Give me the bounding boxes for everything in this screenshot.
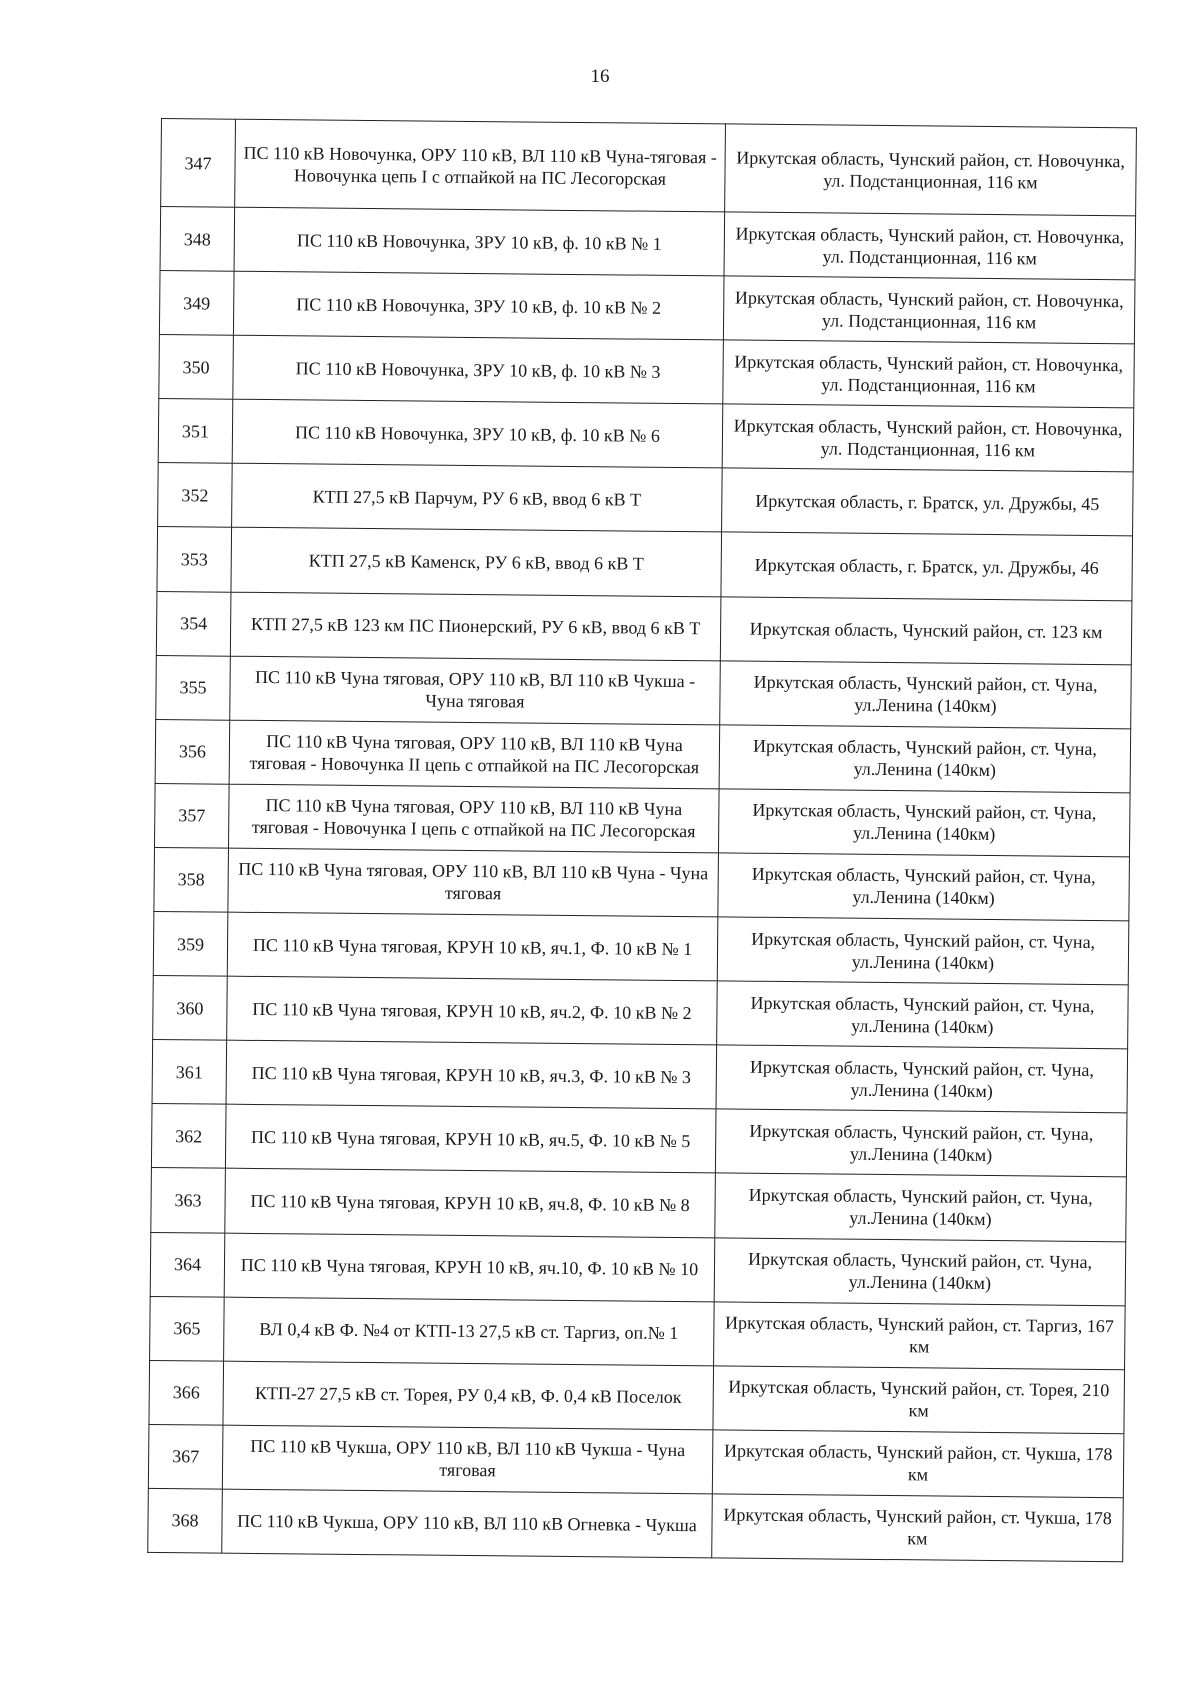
address-cell: Иркутская область, Чунский район, ст. Новочунка, ул. Подстанционная, 116 км — [724, 212, 1136, 280]
address-cell: Иркутская область, г. Братск, ул. Дружбы, 46 — [721, 532, 1133, 600]
row-number-cell: 363 — [151, 1168, 226, 1233]
table-row — [161, 119, 1137, 216]
row-number-cell: 355 — [156, 655, 231, 720]
row-number-cell: 349 — [159, 271, 234, 336]
row-number-cell: 357 — [154, 783, 229, 848]
row-number-cell: 351 — [158, 399, 233, 464]
table-row — [160, 207, 1136, 280]
object-name-cell: ПС 110 кВ Чукша, ОРУ 110 кВ, ВЛ 110 кВ Огневка - Чукша — [222, 1489, 713, 1558]
table-row — [154, 847, 1130, 920]
table-row — [156, 591, 1132, 664]
address-cell: Иркутская область, Чунский район, ст. Чуна, ул.Ленина (140км) — [718, 789, 1130, 857]
page-number: 16 — [590, 66, 610, 87]
registry-table — [147, 118, 1137, 1562]
address-cell: Иркутская область, Чунский район, ст. Таргиз, 167 км — [714, 1301, 1126, 1369]
table-row — [157, 527, 1133, 600]
table-row — [148, 1488, 1124, 1561]
object-name-cell: ПС 110 кВ Новочунка, ЗРУ 10 кВ, ф. 10 кВ № 2 — [233, 271, 724, 340]
object-name-cell: ПС 110 кВ Чуна тяговая, ОРУ 110 кВ, ВЛ 110 кВ Чуна - Чуна тяговая — [228, 848, 719, 917]
registry-table-body — [148, 119, 1137, 1562]
address-cell: Иркутская область, Чунский район, ст. Новочунка, ул. Подстанционная, 116 км — [723, 340, 1135, 408]
address-cell: Иркутская область, Чунский район, ст. Чуна, ул.Ленина (140км) — [715, 1173, 1127, 1241]
table-row — [156, 655, 1132, 728]
table-row — [153, 976, 1129, 1049]
address-cell: Иркутская область, Чунский район, ст. Торея, 210 км — [713, 1366, 1125, 1434]
object-name-cell: ПС 110 кВ Чукша, ОРУ 110 кВ, ВЛ 110 кВ Чукша - Чуна тяговая — [222, 1425, 713, 1494]
row-number-cell: 366 — [149, 1360, 224, 1425]
row-number-cell: 352 — [158, 463, 233, 528]
object-name-cell: КТП-27 27,5 кВ ст. Торея, РУ 0,4 кВ, Ф. 0,4 кВ Поселок — [223, 1361, 714, 1430]
address-cell: Иркутская область, Чунский район, ст. Чукша, 178 км — [712, 1494, 1124, 1562]
table-row — [159, 335, 1135, 408]
row-number-cell: 356 — [155, 719, 230, 784]
table-row — [151, 1104, 1127, 1177]
table-row — [152, 1040, 1128, 1113]
table-row — [148, 1424, 1124, 1497]
address-cell: Иркутская область, Чунский район, ст. Чуна, ул.Ленина (140км) — [720, 661, 1132, 729]
row-number-cell: 368 — [148, 1488, 223, 1553]
object-name-cell: КТП 27,5 кВ Парчум, РУ 6 кВ, ввод 6 кВ Т — [232, 464, 723, 533]
object-name-cell: ПС 110 кВ Новочунка, ОРУ 110 кВ, ВЛ 110 кВ Чуна-тяговая - Новочунка цепь I с отпайкой на ПС Лесогорская — [235, 119, 726, 212]
row-number-cell: 350 — [159, 335, 234, 400]
table-row — [153, 911, 1129, 984]
address-cell: Иркутская область, Чунский район, ст. 123 км — [720, 596, 1132, 664]
row-number-cell: 362 — [151, 1104, 226, 1169]
table-row — [154, 783, 1130, 856]
row-number-cell: 367 — [148, 1424, 223, 1489]
table-row — [158, 399, 1134, 472]
table-row — [155, 719, 1131, 792]
object-name-cell: ПС 110 кВ Чуна тяговая, ОРУ 110 кВ, ВЛ 110 кВ Чуна тяговая - Новочунка I цепь с отпайкой на ПС Лесогорская — [228, 784, 719, 853]
row-number-cell: 361 — [152, 1040, 227, 1105]
object-name-cell: ПС 110 кВ Чуна тяговая, КРУН 10 кВ, яч.5, Ф. 10 кВ № 5 — [225, 1104, 716, 1173]
address-cell: Иркутская область, Чунский район, ст. Чуна, ул.Ленина (140км) — [719, 725, 1131, 793]
object-name-cell: ПС 110 кВ Чуна тяговая, ОРУ 110 кВ, ВЛ 110 кВ Чуна тяговая - Новочунка II цепь с отпайкой на ПС Лесогорская — [229, 720, 720, 789]
row-number-cell: 360 — [153, 976, 228, 1041]
object-name-cell: ПС 110 кВ Чуна тяговая, КРУН 10 кВ, яч.3, Ф. 10 кВ № 3 — [226, 1040, 717, 1109]
object-name-cell: ПС 110 кВ Чуна тяговая, КРУН 10 кВ, яч.2, Ф. 10 кВ № 2 — [227, 976, 718, 1045]
table-row — [150, 1296, 1126, 1369]
table-row — [158, 463, 1134, 536]
address-cell: Иркутская область, Чунский район, ст. Чукша, 178 км — [712, 1430, 1124, 1498]
address-cell: Иркутская область, Чунский район, ст. Чуна, ул.Ленина (140км) — [715, 1109, 1127, 1177]
row-number-cell: 347 — [161, 119, 236, 208]
object-name-cell: КТП 27,5 кВ Каменск, РУ 6 кВ, ввод 6 кВ Т — [231, 528, 722, 597]
row-number-cell: 365 — [150, 1296, 225, 1361]
object-name-cell: ПС 110 кВ Новочунка, ЗРУ 10 кВ, ф. 10 кВ № 1 — [234, 207, 725, 276]
object-name-cell: ПС 110 кВ Чуна тяговая, КРУН 10 кВ, яч.10, Ф. 10 кВ № 10 — [224, 1233, 715, 1302]
address-cell: Иркутская область, Чунский район, ст. Новочунка, ул. Подстанционная, 116 км — [722, 404, 1134, 472]
object-name-cell: ПС 110 кВ Чуна тяговая, ОРУ 110 кВ, ВЛ 110 кВ Чукша - Чуна тяговая — [230, 656, 721, 725]
row-number-cell: 353 — [157, 527, 232, 592]
row-number-cell: 354 — [156, 591, 231, 656]
object-name-cell: ПС 110 кВ Новочунка, ЗРУ 10 кВ, ф. 10 кВ № 3 — [233, 335, 724, 404]
address-cell: Иркутская область, Чунский район, ст. Чуна, ул.Ленина (140км) — [718, 853, 1130, 921]
row-number-cell: 358 — [154, 847, 229, 912]
address-cell: Иркутская область, Чунский район, ст. Чуна, ул.Ленина (140км) — [717, 981, 1129, 1049]
row-number-cell: 348 — [160, 207, 235, 272]
address-cell: Иркутская область, Чунский район, ст. Чуна, ул.Ленина (140км) — [714, 1237, 1126, 1305]
object-name-cell: ПС 110 кВ Новочунка, ЗРУ 10 кВ, ф. 10 кВ № 6 — [232, 399, 723, 468]
table-row — [150, 1232, 1126, 1305]
row-number-cell: 359 — [153, 911, 228, 976]
object-name-cell: ПС 110 кВ Чуна тяговая, КРУН 10 кВ, яч.1, Ф. 10 кВ № 1 — [227, 912, 718, 981]
table-row — [149, 1360, 1125, 1433]
row-number-cell: 364 — [150, 1232, 225, 1297]
address-cell: Иркутская область, Чунский район, ст. Новочунка, ул. Подстанционная, 116 км — [723, 276, 1135, 344]
object-name-cell: КТП 27,5 кВ 123 км ПС Пионерский, РУ 6 кВ, ввод 6 кВ Т — [230, 592, 721, 661]
address-cell: Иркутская область, Чунский район, ст. Чуна, ул.Ленина (140км) — [717, 917, 1129, 985]
table-row — [159, 271, 1135, 344]
table-row — [151, 1168, 1127, 1241]
address-cell: Иркутская область, Чунский район, ст. Чуна, ул.Ленина (140км) — [716, 1045, 1128, 1113]
address-cell: Иркутская область, Чунский район, ст. Новочунка, ул. Подстанционная, 116 км — [725, 124, 1137, 216]
object-name-cell: ВЛ 0,4 кВ Ф. №4 от КТП-13 27,5 кВ ст. Таргиз, оп.№ 1 — [224, 1297, 715, 1366]
object-name-cell: ПС 110 кВ Чуна тяговая, КРУН 10 кВ, яч.8, Ф. 10 кВ № 8 — [225, 1169, 716, 1238]
address-cell: Иркутская область, г. Братск, ул. Дружбы, 45 — [722, 468, 1134, 536]
